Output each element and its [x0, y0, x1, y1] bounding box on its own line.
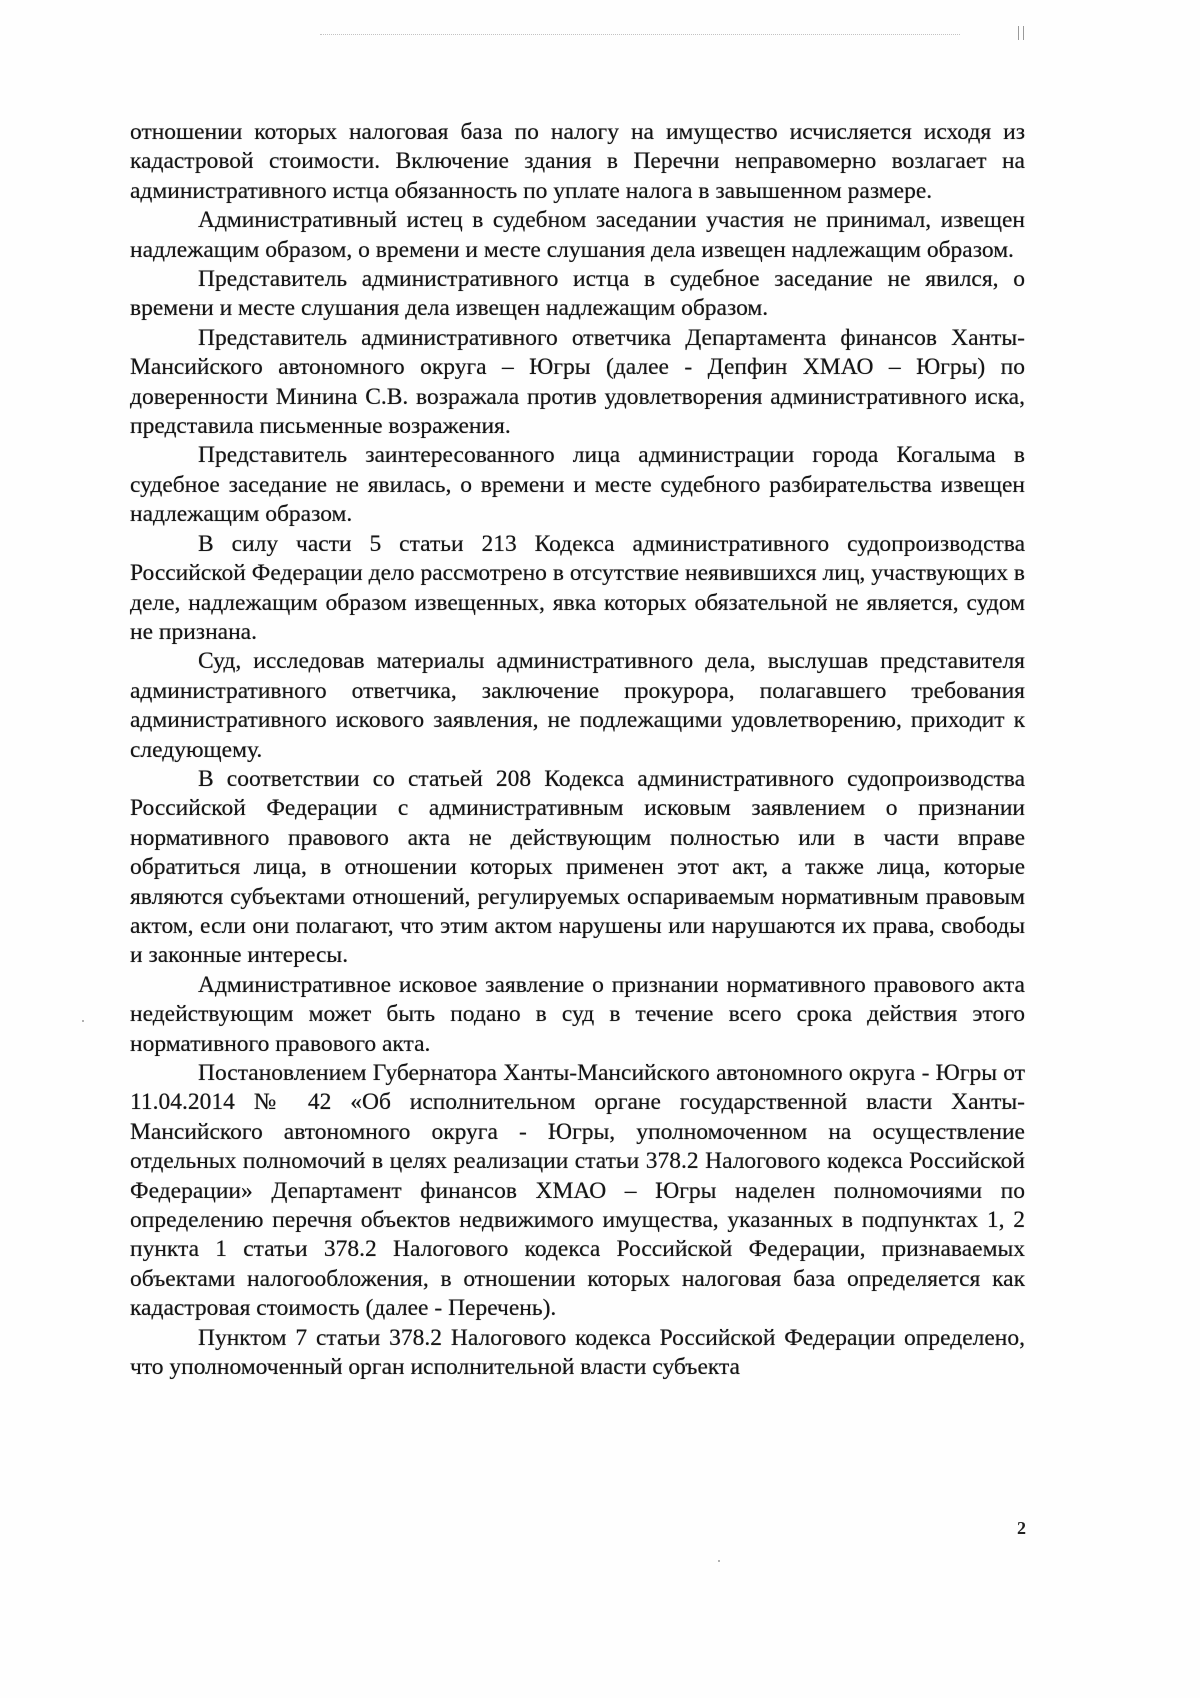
scan-artifact-mark — [1018, 26, 1024, 40]
page-number: 2 — [1017, 1518, 1026, 1538]
paragraph: В соответствии со статьей 208 Кодекса административного судопроизводства Российской Федерации с административным исковым заявлением о признании нормативного правового акта не действующим полностью или в части вправе обратиться лица, в отношении которых применен этот акт, а также лица, которые являются субъектами отношений, регулируемых оспариваемым нормативным правовым актом, если они полагают, что этим актом нарушены или нарушаются их права, свободы и законные интересы. — [130, 765, 1025, 969]
paragraph: Представитель административного истца в судебное заседание не явился, о времени и месте слушания дела извещен надлежащим образом. — [130, 266, 1025, 322]
paragraph-continuation: отношении которых налоговая база по налогу на имущество исчисляется исходя из кадастровой стоимости. Включение здания в Перечни неправомерно возлагает на административного истца обязанность по уплате налога в завышенном размере. — [130, 119, 1025, 204]
paragraph: Административный истец в судебном заседании участия не принимал, извещен надлежащим образом, о времени и месте слушания дела извещен надлежащим образом. — [130, 207, 1025, 263]
paragraph: Постановлением Губернатора Ханты-Мансийского автономного округа - Югры от 11.04.2014 № 42 «Об исполнительном органе государственной власти Ханты-Мансийского автономного округа - Югры, уполномоченном на осуществление отдельных полномочий в целях реализации статьи 378.2 Налогового кодекса Российской Федерации» Департамент финансов ХМАО – Югры наделен полномочиями по определению перечня объектов недвижимого имущества, указанных в подпунктах 1, 2 пункта 1 статьи 378.2 Налогового кодекса Российской Федерации, признаваемых объектами налогообложения, в отношении которых налоговая база определяется как кадастровая стоимость (далее - Перечень). — [130, 1060, 1025, 1322]
scan-artifact-dot — [82, 1020, 84, 1022]
paragraph: В силу части 5 статьи 213 Кодекса административного судопроизводства Российской Федерации дело рассмотрено в отсутствие неявившихся лиц, участвующих в деле, надлежащим образом извещенных, явка которых обязательной не является, судом не признана. — [130, 530, 1025, 645]
paragraph: Суд, исследовав материалы административного дела, выслушав представителя административного ответчика, заключение прокурора, полагавшего требования административного искового заявления, не подлежащими удовлетворению, приходит к следующему. — [130, 648, 1025, 763]
paragraph: Пунктом 7 статьи 378.2 Налогового кодекса Российской Федерации определено, что уполномоченный орган исполнительной власти субъекта — [130, 1324, 1025, 1381]
scan-artifact-line — [320, 34, 960, 41]
paragraph: Административное исковое заявление о признании нормативного правового акта недействующим может быть подано в суд в течение всего срока действия этого нормативного правового акта. — [130, 971, 1025, 1057]
paragraph: Представитель административного ответчика Департамента финансов Ханты-Мансийского автономного округа – Югры (далее - Депфин ХМАО – Югры) по доверенности Минина С.В. возражала против удовлетворения административного иска, представила письменные возражения. — [130, 324, 1025, 440]
scan-artifact-dot — [718, 1560, 720, 1562]
document-body — [130, 118, 1025, 1382]
paragraph: Представитель заинтересованного лица администрации города Когалыма в судебное заседание не явилась, о времени и месте судебного разбирательства извещен надлежащим образом. — [130, 442, 1025, 528]
